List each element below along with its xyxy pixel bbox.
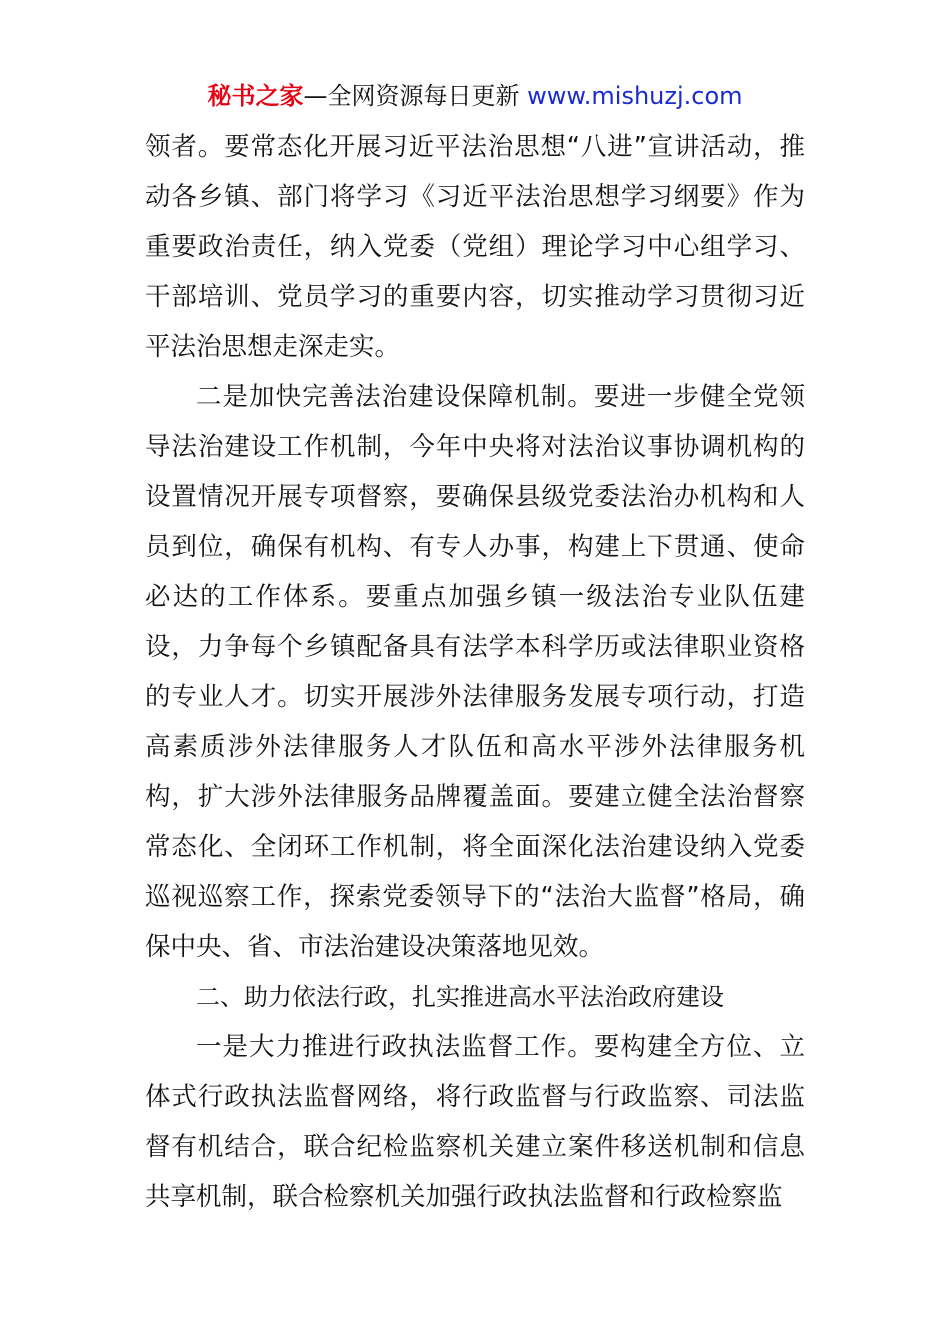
site-header	[0, 80, 950, 112]
paragraph-guarantee-mechanism: 二是加快完善法治建设保障机制。要进一步健全党领导法治建设工作机制，今年中央将对法治议事协调机构的设置情况开展专项督察，要确保县级党委法治办机构和人员到位，确保有机构、有专人办事，构建上下贯通、使命必达的工作体系。要重点加强乡镇一级法治专业队伍建设，力争每个乡镇配备具有法学本科学历或法律职业资格的专业人才。切实开展涉外法律服务发展专项行动，打造高素质涉外法律服务人才队伍和高水平涉外法律服务机构，扩大涉外法律服务品牌覆盖面。要建立健全法治督察常态化、全闭环工作机制，将全面深化法治建设纳入党委巡视巡察工作，探索党委领导下的“法治大监督”格局，确保中央、省、市法治建设决策落地见效。	[145, 382, 805, 962]
site-tagline: —全网资源每日更新	[303, 82, 520, 110]
paragraph-continued: 领者。要常态化开展习近平法治思想“八进”宣讲活动，推动各乡镇、部门将学习《习近平法治思想学习纲要》作为重要政治责任，纳入党委（党组）理论学习中心组学习、干部培训、党员学习的重要内容，切实推动学习贯彻习近平法治思想走深走实。	[145, 132, 805, 362]
site-url-link[interactable]: www.mishuzj.com	[527, 82, 743, 110]
document-body	[145, 122, 805, 1222]
site-name: 秘书之家	[207, 82, 304, 110]
section-heading: 二、助力依法行政，扎实推进高水平法治政府建设	[196, 983, 724, 1011]
paragraph-enforcement-supervision: 一是大力推进行政执法监督工作。要构建全方位、立体式行政执法监督网络，将行政监督与行政监察、司法监督有机结合，联合纪检监察机关建立案件移送机制和信息共享机制，联合检察机关加强行政执法监督和行政检察监	[145, 1032, 805, 1212]
